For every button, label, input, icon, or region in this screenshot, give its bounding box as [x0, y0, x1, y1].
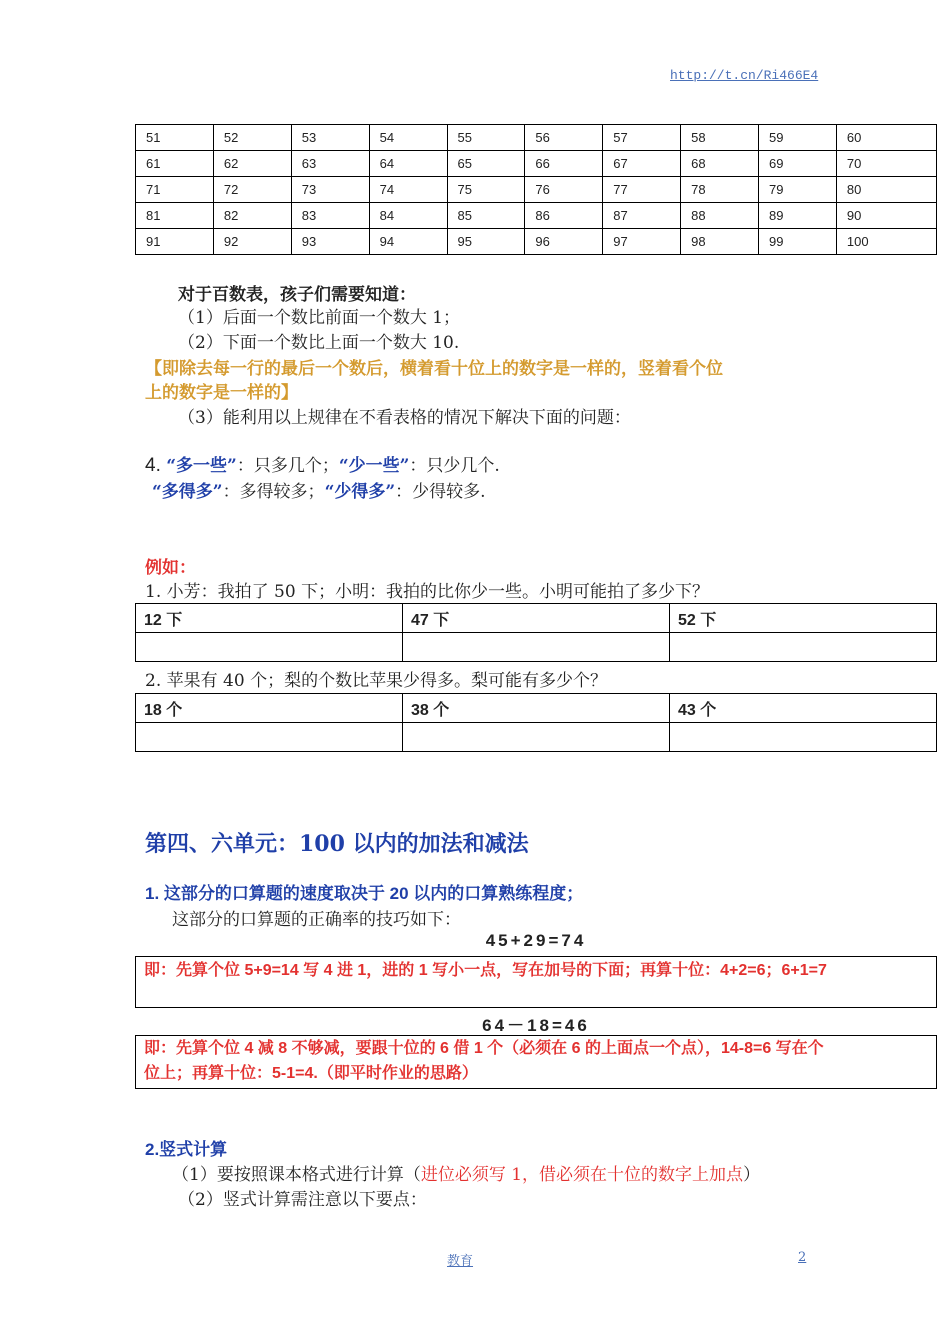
section3-note-line2: 上的数字是一样的】	[145, 383, 298, 403]
hundred-table-cell: 53	[291, 125, 369, 151]
hundred-table-cell: 100	[836, 229, 936, 255]
unit-title: 第四、六单元：100 以内的加法和减法	[145, 831, 529, 857]
q1-option-3: 52 下	[670, 604, 937, 633]
hundred-table-cell: 96	[525, 229, 603, 255]
hundred-table-cell: 97	[603, 229, 681, 255]
hundred-table-cell: 85	[447, 203, 525, 229]
term-shao-yi-xie: “少一些”	[338, 456, 410, 476]
q2-answer-2[interactable]	[403, 723, 670, 752]
hundred-table-cell: 88	[681, 203, 759, 229]
section3-item1: （1）后面一个数比前面一个数大 1；	[178, 308, 461, 328]
hundred-table-cell: 58	[681, 125, 759, 151]
hundred-table-cell: 62	[213, 151, 291, 177]
q1-options-table	[135, 603, 937, 662]
hundred-table-cell: 79	[759, 177, 837, 203]
unit-p2-item2: （2）竖式计算需注意以下要点：	[178, 1190, 427, 1210]
q1-option-1: 12 下	[136, 604, 403, 633]
section3-item3: （3）能利用以上规律在不看表格的情况下解决下面的问题：	[178, 408, 631, 428]
hundred-table-row	[136, 229, 937, 255]
unit-p1-heading: 1. 这部分的口算题的速度取决于 20 以内的口算熟练程度；	[145, 884, 584, 903]
example-q1: 1. 小芳：我拍了 50 下；小明：我拍的比你少一些。小明可能拍了多少下？	[145, 582, 710, 602]
q2-option-2: 38 个	[403, 694, 670, 723]
def-duo-yi-xie: ：只多几个；	[236, 456, 339, 476]
unit-p1-sub: 这部分的口算题的正确率的技巧如下：	[172, 910, 461, 930]
section3-intro: 对于百数表，孩子们需要知道：	[178, 285, 416, 305]
hundred-table-cell: 52	[213, 125, 291, 151]
def-shao-de-duo: ：少得较多.	[395, 482, 486, 502]
hundred-table-cell: 93	[291, 229, 369, 255]
hundred-table-row	[136, 125, 937, 151]
page-number: 2	[798, 1250, 807, 1265]
hundred-table-cell: 77	[603, 177, 681, 203]
hundred-table-cell: 69	[759, 151, 837, 177]
hundred-table-cell: 68	[681, 151, 759, 177]
hundred-table-cell: 56	[525, 125, 603, 151]
explain-addition-text: 即：先算个位 5+9=14 写 4 进 1，进的 1 写小一点，写在加号的下面；再算十位：4+2=6；6+1=7	[144, 962, 827, 979]
hundred-table-cell: 90	[836, 203, 936, 229]
unit-p2-item1-highlight: 进位必须写 1，借必须在十位的数字上加点	[420, 1165, 744, 1185]
hundred-table-cell: 54	[369, 125, 447, 151]
footer-education-link[interactable]: 教育	[447, 1254, 474, 1269]
example-label: 例如：	[145, 558, 196, 578]
term-duo-yi-xie: “多一些”	[166, 456, 237, 476]
q2-options-table	[135, 693, 937, 752]
term-shao-de-duo: “少得多”	[324, 482, 396, 502]
q1-answer-3[interactable]	[670, 633, 937, 662]
formula-addition: 45+29=74	[485, 931, 587, 950]
q1-answer-1[interactable]	[136, 633, 403, 662]
hundred-table-cell: 71	[136, 177, 214, 203]
hundred-table-cell: 70	[836, 151, 936, 177]
example-q2: 2. 苹果有 40 个；梨的个数比苹果少得多。梨可能有多少个？	[145, 671, 608, 691]
hundred-table-cell: 83	[291, 203, 369, 229]
section3-note-line1: 【即除去每一行的最后一个数后，横着看十位上的数字是一样的，竖着看个位	[145, 359, 723, 379]
q2-option-3: 43 个	[670, 694, 937, 723]
hundred-table-cell: 61	[136, 151, 214, 177]
hundred-table-cell: 76	[525, 177, 603, 203]
hundred-table-cell: 99	[759, 229, 837, 255]
q2-option-1: 18 个	[136, 694, 403, 723]
hundred-table-cell: 63	[291, 151, 369, 177]
hundred-table-cell: 94	[369, 229, 447, 255]
explain-subtraction-line2: 位上；再算十位：5-1=4.（即平时作业的思路）	[144, 1065, 478, 1082]
section4-line2	[152, 480, 486, 504]
hundred-table-cell: 89	[759, 203, 837, 229]
hundred-table-cell: 72	[213, 177, 291, 203]
hundred-table-cell: 74	[369, 177, 447, 203]
hundred-table-cell: 95	[447, 229, 525, 255]
q2-answer-3[interactable]	[670, 723, 937, 752]
explain-subtraction-line1: 即：先算个位 4 减 8 不够减，要跟十位的 6 借 1 个（必须在 6 的上面点一个点），14-8=6 写在个	[144, 1040, 824, 1057]
section3-item2: （2）下面一个数比上面一个数大 10.	[178, 333, 460, 353]
def-shao-yi-xie: ：只少几个.	[409, 456, 500, 476]
formula-subtraction: 64－18=46	[482, 1016, 590, 1035]
explain-subtraction-box	[135, 1035, 937, 1089]
hundred-table-row	[136, 151, 937, 177]
hundred-table-cell: 86	[525, 203, 603, 229]
unit-p2-heading: 2.竖式计算	[145, 1140, 228, 1159]
hundred-table-cell: 73	[291, 177, 369, 203]
hundred-table-row	[136, 177, 937, 203]
hundred-table-cell: 92	[213, 229, 291, 255]
def-duo-de-duo: ：多得较多；	[222, 482, 325, 502]
hundred-table-cell: 84	[369, 203, 447, 229]
hundred-table-cell: 82	[213, 203, 291, 229]
section4-number: 4.	[145, 455, 161, 476]
hundred-table-cell: 87	[603, 203, 681, 229]
hundred-table	[135, 124, 937, 255]
hundred-table-cell: 98	[681, 229, 759, 255]
hundred-table-cell: 60	[836, 125, 936, 151]
hundred-table-cell: 55	[447, 125, 525, 151]
hundred-table-cell: 78	[681, 177, 759, 203]
explain-addition-box	[135, 956, 937, 1008]
hundred-table-cell: 91	[136, 229, 214, 255]
q1-option-2: 47 下	[403, 604, 670, 633]
hundred-table-cell: 64	[369, 151, 447, 177]
hundred-table-cell: 51	[136, 125, 214, 151]
hundred-table-row	[136, 203, 937, 229]
hundred-table-cell: 80	[836, 177, 936, 203]
hundred-table-cell: 75	[447, 177, 525, 203]
hundred-table-cell: 67	[603, 151, 681, 177]
q1-answer-2[interactable]	[403, 633, 670, 662]
hundred-table-cell: 65	[447, 151, 525, 177]
hundred-table-cell: 57	[603, 125, 681, 151]
header-url-link[interactable]: http://t.cn/Ri466E4	[670, 68, 819, 83]
hundred-table-cell: 59	[759, 125, 837, 151]
hundred-table-cell: 66	[525, 151, 603, 177]
hundred-table-cell: 81	[136, 203, 214, 229]
term-duo-de-duo: “多得多”	[152, 482, 223, 502]
section4-line1	[145, 454, 500, 478]
q2-answer-1[interactable]	[136, 723, 403, 752]
unit-p2-item1: （1）要按照课本格式进行计算（进位必须写 1，借必须在十位的数字上加点）	[172, 1165, 761, 1185]
